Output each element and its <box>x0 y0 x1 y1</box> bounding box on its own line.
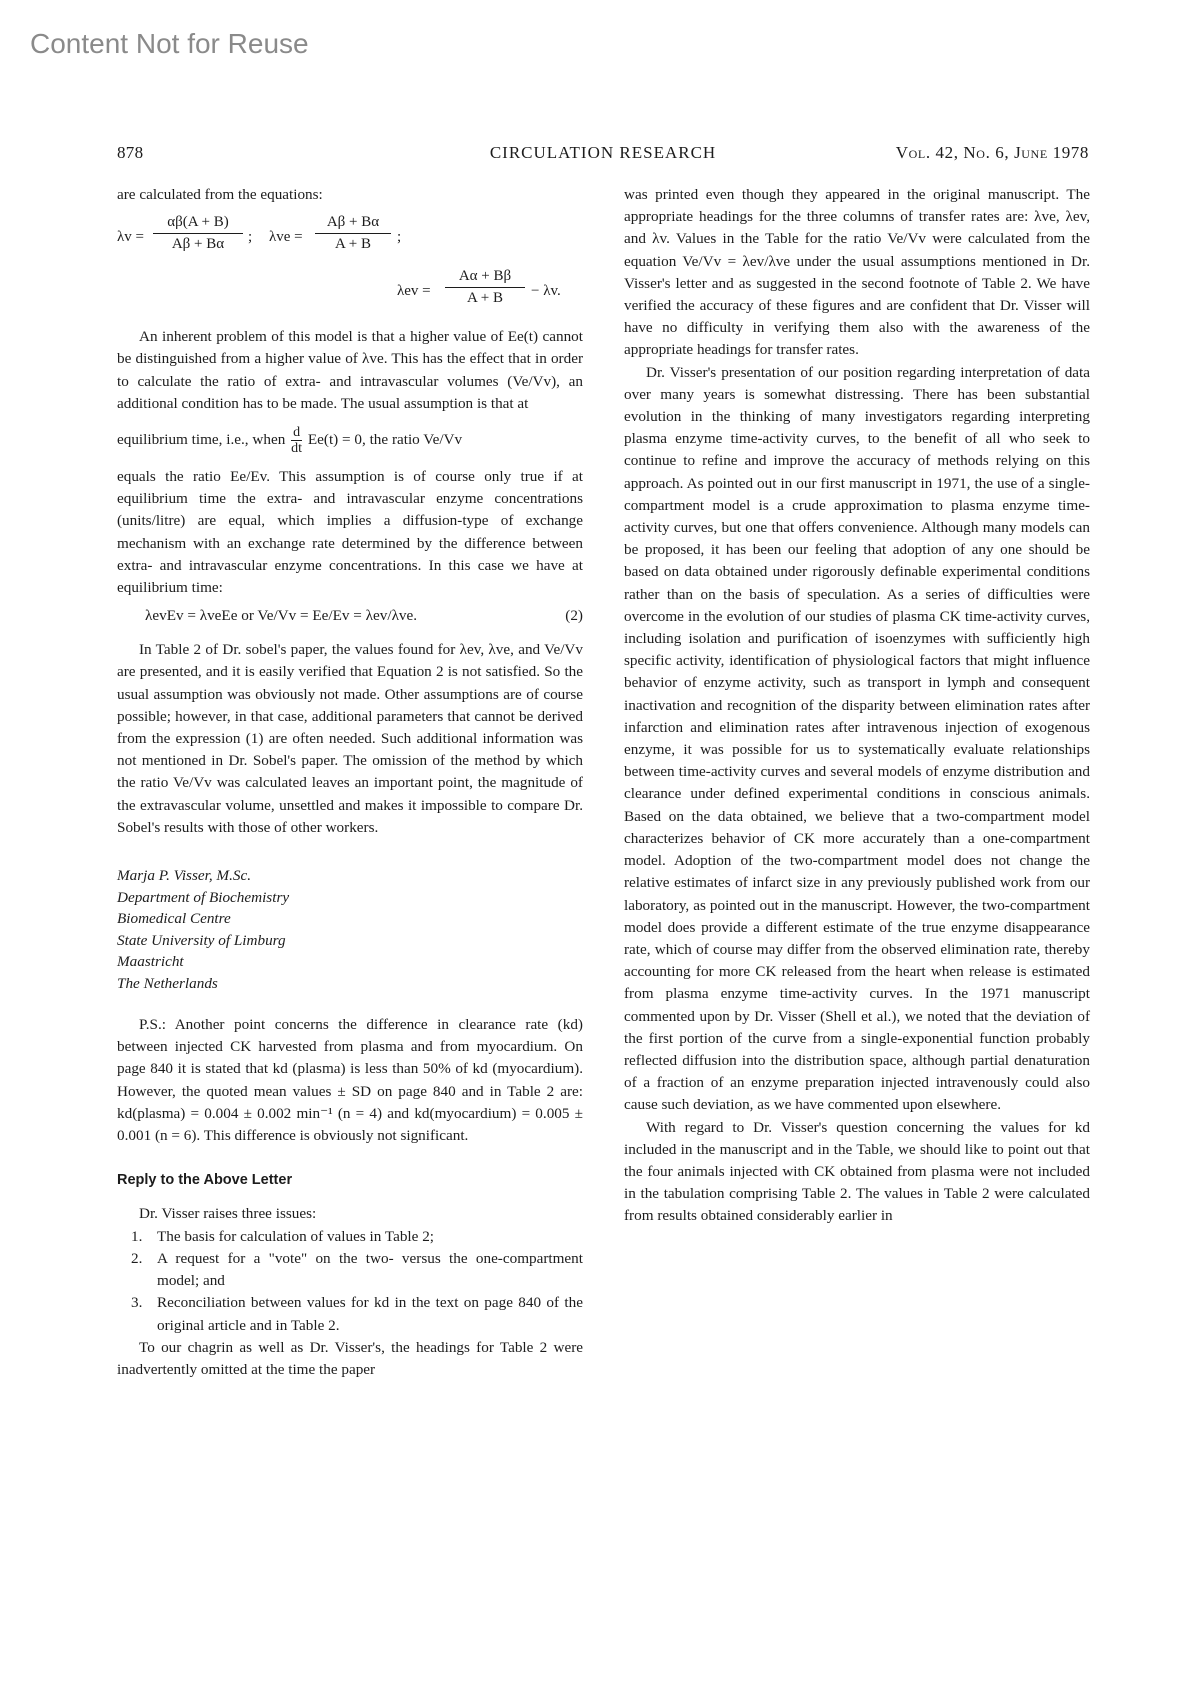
equation-lambda-ev <box>117 266 583 316</box>
journal-title: CIRCULATION RESEARCH <box>489 143 717 162</box>
list-item-number: 2. <box>131 1249 143 1267</box>
derivative-fraction <box>291 425 302 456</box>
reply-paragraph-kd-values: With regard to Dr. Visser's question concerning the values for kd included in the manuscript and in the Table, we should like to point out that the four animals injected with CK obtained from plasma were not included in the tabulation comprising Table 2. The values in Table 2 were calculated from results obtained considerably earlier in <box>624 1118 1090 1225</box>
equation-2 <box>117 605 583 629</box>
equation-lambda-v-ve <box>117 212 583 262</box>
section-heading: Reply to the Above Letter <box>117 1172 293 1189</box>
list-item <box>117 1226 583 1248</box>
list-item-text: Reconciliation between values for kd in the text on page 840 of the original article and in Table 2. <box>157 1294 583 1334</box>
eq-lambda-ve-lhs: λve = <box>269 229 303 246</box>
eq-denominator: Aβ + Bα <box>171 236 225 253</box>
author-city: Maastricht <box>117 953 184 971</box>
paragraph-postscript: P.S.: Another point concerns the difference in clearance rate (kd) between injected CK harvested from plasma and from myocardium. On page 840 it is stated that kd (plasma) is less than 50% of kd (myocardium). However, the quoted mean values ± SD on page 840 and in Table 2 are: kd(plasma) = 0.004 ± 0.002 min⁻¹ (n = 4) and kd(myocardium) = 0.005 ± 0.001 (n = 6). This difference is obviously not significant. <box>117 1016 583 1145</box>
eq-numerator: Aβ + Bα <box>315 212 391 234</box>
eq-denominator: A + B <box>467 290 503 307</box>
eq-lambda-ev-fraction <box>445 266 525 309</box>
eq-lambda-v-lhs: λv = <box>117 229 144 246</box>
list-item-number: 1. <box>131 1227 143 1245</box>
eq-lambda-ev-tail: − λv. <box>531 283 561 300</box>
equation-2-number: (2) <box>565 607 583 625</box>
reply-paragraph-headings: was printed even though they appeared in the original manuscript. The appropriate headings for the three columns of transfer rates are: λve, λev, and λv. Values in the Table for the ratio Ve/Vv were calculated from the equation Ve/Vv = λev/λve under the usual assumptions mentioned in Dr. Visser's letter and as suggested in the second footnote of Table 2. We have verified the accuracy of these figures and are confident that Dr. Visser will have no difficulty in verifying them also with the awareness of the appropriate headings for transfer rates. <box>624 186 1090 359</box>
list-item-text: A request for a "vote" on the two- versus the one-compartment model; and <box>157 1249 583 1290</box>
list-item-number: 3. <box>131 1294 143 1312</box>
reply-paragraph-position: Dr. Visser's presentation of our position regarding interpretation of data over many years is somewhat distressing. There has been substantial evolution in the thinking of many investigators regarding interpreting plasma enzyme time-activity curves, to the benefit of all who seek to continue to refine and improve the accuracy of methods relying on this approach. As pointed out in our first manuscript in 1971, the use of a single-compartment model is a crude approximation to plasma enzyme time-activity curves, but one that offers convenience. Although many models can be proposed, it has been our feeling that adoption of any one should be based on data obtained under rigorously definable experimental conditions rather than on the basis of speculation. As a series of difficulties were overcome in the evolution of our studies of plasma CK time-activity curves, including isolation and purification of isoenzymes with sufficiently high specific activity, identification of physiological factors that might influence behavior of enzyme activity, such as transport in lymph and consequent inactivation and recognition of the disparity between elimination rates after infarction and elimination rates after intravenous injection of exogenous enzyme, it was possible for us to systematically evaluate relationships between time-activity curves and several models of enzyme distribution and clearance under defined experimental conditions in conscious animals. Based on the data obtained, we believe that a two-compartment model characterizes behavior of CK more accurately than a one-compartment model. Adoption of the two-compartment model does not change the relative estimates of infarct size in any previously published work from our laboratory, as pointed out in the manuscript. However, the two-compartment model does provide a different estimate of the true enzyme disappearance rate, which of course may differ from the observed elimination rate, thereby accounting for more CK released from the heart when release is estimated from plasma enzyme time-activity curves. In the 1971 manuscript commented upon by Dr. Visser (Shell et al.), we noted that the deviation of the first portion of the curve from a single-exponential function probably reflected diffusion into the distribution space, although partial denaturation of a fraction of an enzyme preparation injected intravenously could also cause such deviation, as we have commented upon elsewhere. <box>624 363 1090 1114</box>
eq-separator: ; <box>248 229 253 246</box>
author-country: The Netherlands <box>117 974 218 992</box>
eq-denominator: dt <box>291 441 303 457</box>
list-item <box>117 1292 583 1336</box>
eq-lambda-ev-lhs: λev = <box>397 283 431 300</box>
equations-intro: are calculated from the equations: <box>117 186 323 203</box>
author-university: State University of Limburg <box>117 931 286 949</box>
paragraph-table2: In Table 2 of Dr. sobel's paper, the values found for λev, λve, and Ve/Vv are presented, and it is easily verified that Equation 2 is not satisfied. So the usual assumption was obviously not made. Other assumptions are of course possible; however, in that case, additional parameters that cannot be derived from the expression (1) are often needed. Such additional information was not mentioned in Dr. Sobel's paper. The omission of the method by which the ratio Ve/Vv was calculated leaves an important point, the magnitude of the extravascular volume, unsettled and makes it impossible to compare Dr. Sobel's results with those of other workers. <box>117 641 583 836</box>
list-item <box>117 1248 583 1292</box>
author-centre: Biomedical Centre <box>117 910 231 928</box>
right-column <box>624 184 1090 1228</box>
eq-numerator: αβ(A + B) <box>153 212 243 234</box>
eq-text-after: Ee(t) = 0, the ratio Ve/Vv <box>307 431 463 448</box>
eq-lambda-ve-fraction <box>315 212 391 255</box>
paragraph-equilibrium-continued: equals the ratio Ee/Ev. This assumption is of course only true if at equilibrium time the extra- and intravascular enzyme concentrations (units/litre) are equal, which implies a diffusion-type of exchange mechanism with an exchange rate determined by the difference between extra- and intravascular enzyme concentrations. In this case we have at equilibrium time: <box>117 468 583 597</box>
author-signature <box>117 865 583 994</box>
eq-lambda-v-fraction <box>153 212 243 255</box>
eq-numerator: Aα + Bβ <box>445 266 525 288</box>
eq-numerator: d <box>293 425 301 441</box>
eq-separator: ; <box>397 229 402 246</box>
left-column <box>117 184 583 1381</box>
equation-2-body: λevEv = λveEe or Ve/Vv = Ee/Ev = λev/λve. <box>145 607 418 625</box>
running-head <box>117 143 1089 167</box>
reply-intro: Dr. Visser raises three issues: <box>139 1205 317 1223</box>
paragraph-inherent-problem: An inherent problem of this model is that a higher value of Ee(t) cannot be distinguished from a higher value of λve. This has the effect that in order to calculate the ratio of extra- and intravascular volumes (Ve/Vv), an additional condition has to be made. The usual assumption is that at <box>117 328 583 412</box>
issue-list <box>117 1226 583 1337</box>
paragraph-equilibrium-line <box>117 425 583 456</box>
page-number: 878 <box>117 143 144 162</box>
author-name: Marja P. Visser, M.Sc. <box>117 867 252 885</box>
volume-issue: Vol. 42, No. 6, June 1978 <box>895 143 1089 162</box>
watermark: Content Not for Reuse <box>30 28 309 59</box>
eq-denominator: A + B <box>335 236 371 253</box>
reply-paragraph-chagrin: To our chagrin as well as Dr. Visser's, the headings for Table 2 were inadvertently omitted at the time the paper <box>117 1338 583 1378</box>
eq-text-before: equilibrium time, i.e., when <box>117 431 286 448</box>
author-department: Department of Biochemistry <box>117 888 290 906</box>
list-item-text: The basis for calculation of values in Table 2; <box>157 1227 435 1245</box>
